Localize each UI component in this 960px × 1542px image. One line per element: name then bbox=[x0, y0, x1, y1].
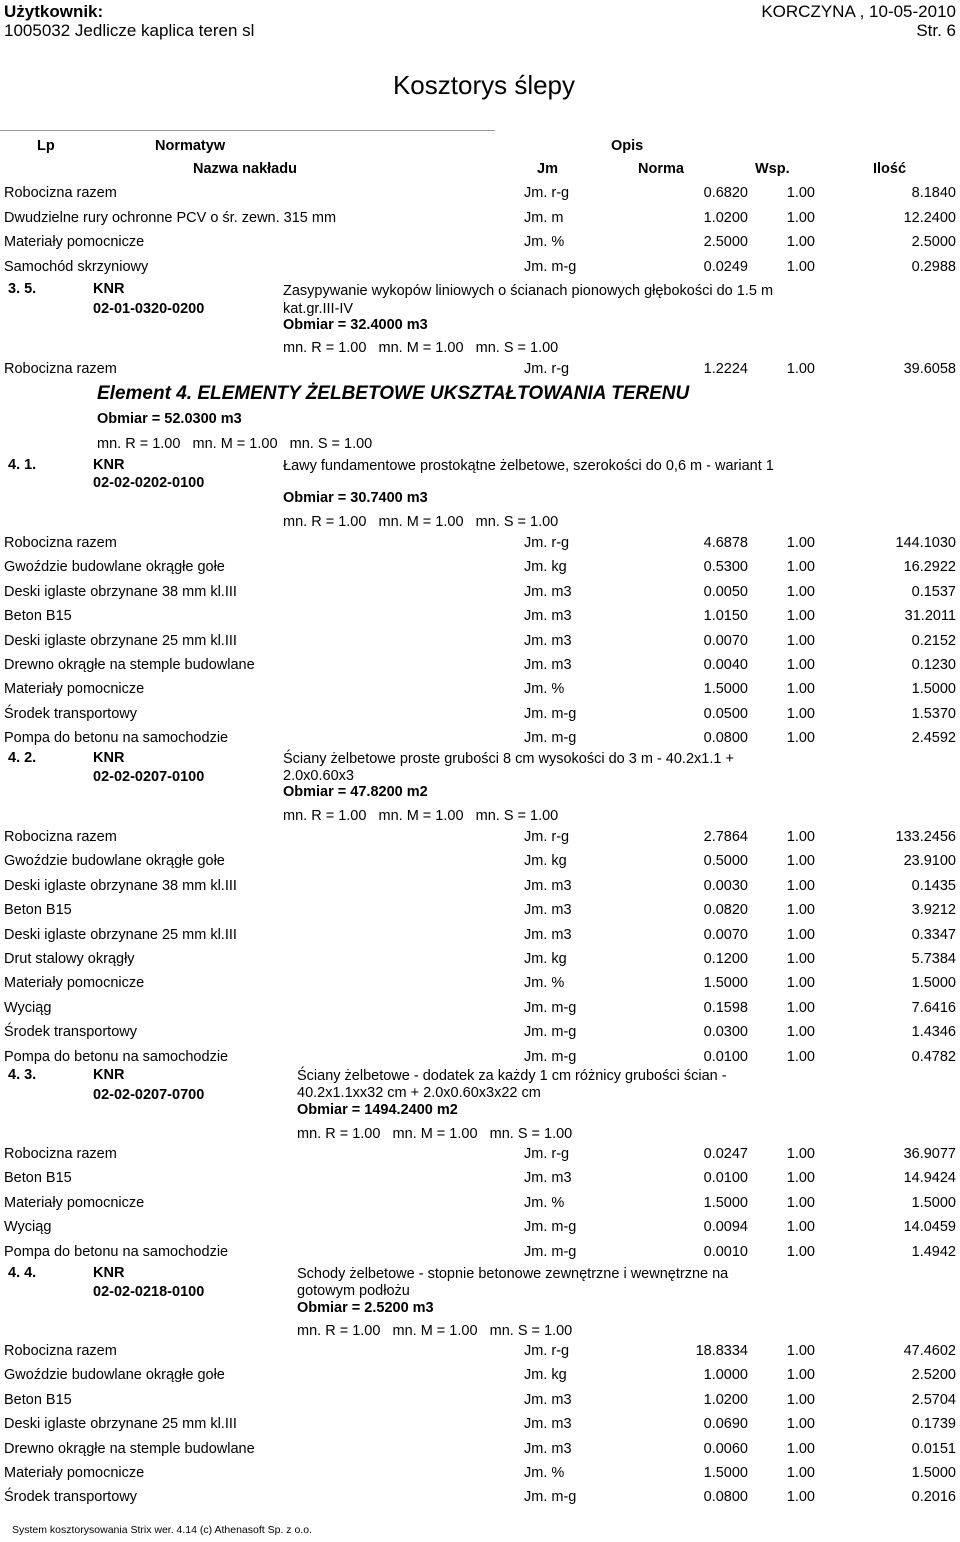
position-description: Zasypywanie wykopów liniowych o ścianach pionowych głębokości do 1.5 m kat.gr.III-IV bbox=[283, 283, 774, 317]
resource-coefficient: 1.00 bbox=[786, 1416, 815, 1432]
resource-name: Robocizna razem bbox=[4, 185, 117, 201]
resource-norm: 0.0800 bbox=[703, 730, 748, 746]
resource-name: Pompa do betonu na samochodzie bbox=[4, 730, 229, 746]
resource-norm: 1.0150 bbox=[703, 608, 748, 624]
resource-quantity: 1.5000 bbox=[911, 975, 956, 991]
resource-coefficient: 1.00 bbox=[786, 853, 815, 869]
col-ilosc: Ilość bbox=[873, 161, 907, 177]
resource-coefficient: 1.00 bbox=[786, 706, 815, 722]
resource-unit: Jm. m-g bbox=[524, 1000, 577, 1016]
resource-name: Materiały pomocnicze bbox=[4, 975, 145, 991]
user-value: 1005032 Jedlicze kaplica teren sl bbox=[4, 21, 255, 40]
resource-quantity: 0.4782 bbox=[911, 1049, 956, 1065]
resource-name: Pompa do betonu na samochodzie bbox=[4, 1244, 229, 1260]
resource-name: Gwoździe budowlane okrągłe gołe bbox=[4, 1367, 225, 1383]
resource-norm: 1.5000 bbox=[703, 681, 748, 697]
resource-unit: Jm. m-g bbox=[524, 1219, 577, 1235]
resource-name: Pompa do betonu na samochodzie bbox=[4, 1049, 229, 1065]
resource-unit: Jm. m3 bbox=[524, 584, 572, 600]
resource-unit: Jm. m-g bbox=[524, 730, 577, 746]
resource-quantity: 3.9212 bbox=[911, 902, 956, 918]
position-code: 02-02-0202-0100 bbox=[93, 475, 205, 491]
resource-name: Materiały pomocnicze bbox=[4, 234, 145, 250]
resource-norm: 0.0040 bbox=[703, 657, 748, 673]
resource-unit: Jm. r-g bbox=[524, 1146, 570, 1162]
col-normatyw: Normatyw bbox=[155, 138, 226, 154]
resource-unit: Jm. % bbox=[524, 1465, 565, 1481]
resource-coefficient: 1.00 bbox=[786, 1000, 815, 1016]
resource-name: Drewno okrągłe na stemple budowlane bbox=[4, 1441, 255, 1457]
resource-name: Beton B15 bbox=[4, 1392, 72, 1408]
resource-name: Wyciąg bbox=[4, 1000, 52, 1016]
resource-norm: 0.0300 bbox=[703, 1024, 748, 1040]
resource-coefficient: 1.00 bbox=[786, 975, 815, 991]
resource-quantity: 23.9100 bbox=[903, 853, 956, 869]
resource-unit: Jm. m-g bbox=[524, 706, 577, 722]
position-lp: 4. 4. bbox=[8, 1265, 37, 1281]
resource-name: Deski iglaste obrzynane 38 mm kl.III bbox=[4, 584, 237, 600]
resource-unit: Jm. m3 bbox=[524, 902, 572, 918]
resource-quantity: 2.5200 bbox=[911, 1367, 956, 1383]
resource-coefficient: 1.00 bbox=[786, 535, 815, 551]
resource-norm: 1.0000 bbox=[703, 1367, 748, 1383]
position-description: Schody żelbetowe - stopnie betonowe zewnętrzne i wewnętrzne na gotowym podłożu bbox=[297, 1266, 729, 1299]
resource-name: Wyciąg bbox=[4, 1219, 52, 1235]
resource-quantity: 0.3347 bbox=[911, 927, 956, 943]
resource-unit: Jm. m3 bbox=[524, 1416, 572, 1432]
page-number: Str. 6 bbox=[916, 21, 956, 40]
resource-unit: Jm. m3 bbox=[524, 1441, 572, 1457]
resource-coefficient: 1.00 bbox=[786, 210, 815, 226]
resource-norm: 2.7864 bbox=[703, 829, 748, 845]
resource-quantity: 0.2988 bbox=[911, 259, 956, 275]
resource-quantity: 39.6058 bbox=[903, 361, 956, 377]
resource-unit: Jm. m3 bbox=[524, 878, 572, 894]
element-multipliers: mn. R = 1.00 mn. M = 1.00 mn. S = 1.00 bbox=[97, 436, 373, 452]
resource-coefficient: 1.00 bbox=[786, 1024, 815, 1040]
position-code: 02-02-0207-0700 bbox=[93, 1087, 205, 1103]
resource-quantity: 1.5000 bbox=[911, 1195, 956, 1211]
resource-name: Gwoździe budowlane okrągłe gołe bbox=[4, 559, 225, 575]
resource-coefficient: 1.00 bbox=[786, 1244, 815, 1260]
resource-coefficient: 1.00 bbox=[786, 878, 815, 894]
element-obmiar: Obmiar = 52.0300 m3 bbox=[97, 411, 242, 427]
element-title: Element 4. ELEMENTY ŻELBETOWE UKSZTAŁTOWANIA TERENU bbox=[97, 383, 690, 404]
position-lp: 4. 1. bbox=[8, 457, 37, 473]
resource-quantity: 47.4602 bbox=[903, 1343, 956, 1359]
resource-name: Materiały pomocnicze bbox=[4, 681, 145, 697]
resource-unit: Jm. kg bbox=[524, 1367, 567, 1383]
position-multipliers: mn. R = 1.00 mn. M = 1.00 mn. S = 1.00 bbox=[283, 340, 559, 356]
resource-norm: 0.1598 bbox=[703, 1000, 748, 1016]
resource-name: Materiały pomocnicze bbox=[4, 1195, 145, 1211]
resource-unit: Jm. r-g bbox=[524, 1343, 570, 1359]
resource-unit: Jm. m-g bbox=[524, 1244, 577, 1260]
resource-unit: Jm. % bbox=[524, 681, 565, 697]
resource-quantity: 0.1537 bbox=[911, 584, 956, 600]
resource-unit: Jm. m bbox=[524, 210, 564, 226]
col-opis: Opis bbox=[611, 138, 644, 154]
resource-quantity: 1.4942 bbox=[911, 1244, 956, 1260]
col-nazwa: Nazwa nakładu bbox=[193, 161, 297, 177]
resource-name: Beton B15 bbox=[4, 1170, 72, 1186]
resource-quantity: 1.4346 bbox=[911, 1024, 956, 1040]
col-lp: Lp bbox=[37, 138, 55, 154]
resource-coefficient: 1.00 bbox=[786, 185, 815, 201]
resource-coefficient: 1.00 bbox=[786, 608, 815, 624]
resource-unit: Jm. r-g bbox=[524, 829, 570, 845]
resource-quantity: 12.2400 bbox=[903, 210, 956, 226]
resource-quantity: 0.1435 bbox=[911, 878, 956, 894]
resource-name: Drut stalowy okrągły bbox=[4, 951, 135, 967]
resource-name: Robocizna razem bbox=[4, 361, 117, 377]
resource-coefficient: 1.00 bbox=[786, 1465, 815, 1481]
resource-name: Beton B15 bbox=[4, 902, 72, 918]
resource-name: Dwudzielne rury ochronne PCV o śr. zewn. 315 mm bbox=[4, 210, 337, 226]
resource-norm: 0.0060 bbox=[703, 1441, 748, 1457]
resource-coefficient: 1.00 bbox=[786, 633, 815, 649]
resource-norm: 18.8334 bbox=[695, 1343, 748, 1359]
resource-name: Deski iglaste obrzynane 25 mm kl.III bbox=[4, 1416, 237, 1432]
resource-name: Deski iglaste obrzynane 38 mm kl.III bbox=[4, 878, 237, 894]
position-knr: KNR bbox=[93, 1067, 125, 1083]
resource-quantity: 2.5704 bbox=[911, 1392, 956, 1408]
resource-coefficient: 1.00 bbox=[786, 559, 815, 575]
resource-coefficient: 1.00 bbox=[786, 1170, 815, 1186]
position-obmiar: Obmiar = 47.8200 m2 bbox=[283, 784, 428, 800]
resource-quantity: 36.9077 bbox=[903, 1146, 956, 1162]
resource-unit: Jm. m3 bbox=[524, 1392, 572, 1408]
position-knr: KNR bbox=[93, 457, 125, 473]
resource-coefficient: 1.00 bbox=[786, 1195, 815, 1211]
resource-name: Robocizna razem bbox=[4, 1146, 117, 1162]
resource-unit: Jm. kg bbox=[524, 559, 567, 575]
resource-norm: 2.5000 bbox=[703, 234, 748, 250]
resource-norm: 0.0690 bbox=[703, 1416, 748, 1432]
resource-unit: Jm. % bbox=[524, 975, 565, 991]
resource-norm: 0.0050 bbox=[703, 584, 748, 600]
resource-unit: Jm. r-g bbox=[524, 185, 570, 201]
resource-coefficient: 1.00 bbox=[786, 1441, 815, 1457]
resource-quantity: 14.9424 bbox=[903, 1170, 956, 1186]
resource-norm: 0.1200 bbox=[703, 951, 748, 967]
resource-norm: 0.0800 bbox=[703, 1489, 748, 1505]
resource-name: Gwoździe budowlane okrągłe gołe bbox=[4, 853, 225, 869]
resource-quantity: 7.6416 bbox=[911, 1000, 956, 1016]
col-norma: Norma bbox=[638, 161, 684, 177]
position-lp: 3. 5. bbox=[8, 281, 37, 297]
resource-norm: 0.5300 bbox=[703, 559, 748, 575]
resource-norm: 1.0200 bbox=[703, 1392, 748, 1408]
resource-name: Deski iglaste obrzynane 25 mm kl.III bbox=[4, 927, 237, 943]
resource-coefficient: 1.00 bbox=[786, 1049, 815, 1065]
position-multipliers: mn. R = 1.00 mn. M = 1.00 mn. S = 1.00 bbox=[297, 1323, 573, 1339]
resource-coefficient: 1.00 bbox=[786, 927, 815, 943]
resource-norm: 1.5000 bbox=[703, 1465, 748, 1481]
resource-coefficient: 1.00 bbox=[786, 1343, 815, 1359]
resource-quantity: 0.1739 bbox=[911, 1416, 956, 1432]
resource-norm: 1.0200 bbox=[703, 210, 748, 226]
position-knr: KNR bbox=[93, 1265, 125, 1281]
resource-unit: Jm. r-g bbox=[524, 535, 570, 551]
resource-norm: 0.0500 bbox=[703, 706, 748, 722]
resource-unit: Jm. m3 bbox=[524, 633, 572, 649]
col-wsp: Wsp. bbox=[755, 161, 790, 177]
resource-unit: Jm. m3 bbox=[524, 657, 572, 673]
resource-coefficient: 1.00 bbox=[786, 951, 815, 967]
resource-coefficient: 1.00 bbox=[786, 829, 815, 845]
resource-norm: 0.0070 bbox=[703, 633, 748, 649]
user-label: Użytkownik: bbox=[4, 2, 104, 21]
resource-quantity: 0.1230 bbox=[911, 657, 956, 673]
resource-norm: 1.5000 bbox=[703, 975, 748, 991]
resource-norm: 0.0249 bbox=[703, 259, 748, 275]
resource-quantity: 0.2152 bbox=[911, 633, 956, 649]
position-multipliers: mn. R = 1.00 mn. M = 1.00 mn. S = 1.00 bbox=[283, 514, 559, 530]
footer-note: System kosztorysowania Strix wer. 4.14 (c) Athenasoft Sp. z o.o. bbox=[12, 1524, 312, 1536]
position-obmiar: Obmiar = 2.5200 m3 bbox=[297, 1300, 434, 1316]
resource-quantity: 1.5000 bbox=[911, 681, 956, 697]
resource-norm: 0.0030 bbox=[703, 878, 748, 894]
resource-norm: 0.0100 bbox=[703, 1049, 748, 1065]
position-lp: 4. 3. bbox=[8, 1067, 37, 1083]
resource-quantity: 16.2922 bbox=[903, 559, 956, 575]
resource-norm: 0.5000 bbox=[703, 853, 748, 869]
position-obmiar: Obmiar = 1494.2400 m2 bbox=[297, 1102, 458, 1118]
position-code: 02-02-0207-0100 bbox=[93, 769, 205, 785]
resource-quantity: 5.7384 bbox=[911, 951, 956, 967]
position-lp: 4. 2. bbox=[8, 750, 37, 766]
position-obmiar: Obmiar = 32.4000 m3 bbox=[283, 317, 428, 333]
resource-coefficient: 1.00 bbox=[786, 259, 815, 275]
position-knr: KNR bbox=[93, 281, 125, 297]
resource-coefficient: 1.00 bbox=[786, 1392, 815, 1408]
resource-quantity: 1.5000 bbox=[911, 1465, 956, 1481]
resource-unit: Jm. m3 bbox=[524, 608, 572, 624]
resource-coefficient: 1.00 bbox=[786, 234, 815, 250]
resource-name: Robocizna razem bbox=[4, 829, 117, 845]
position-obmiar: Obmiar = 30.7400 m3 bbox=[283, 490, 428, 506]
resource-quantity: 31.2011 bbox=[904, 608, 956, 624]
resource-name: Deski iglaste obrzynane 25 mm kl.III bbox=[4, 633, 237, 649]
position-description: Ściany żelbetowe - dodatek za każdy 1 cm różnicy grubości ścian - 40.2x1.1xx32 cm + 2.0x0.60x3x22 cm bbox=[297, 1068, 727, 1101]
resource-name: Materiały pomocnicze bbox=[4, 1465, 145, 1481]
position-multipliers: mn. R = 1.00 mn. M = 1.00 mn. S = 1.00 bbox=[297, 1126, 573, 1142]
header-divider bbox=[0, 130, 495, 131]
col-jm: Jm bbox=[537, 161, 558, 177]
resource-quantity: 133.2456 bbox=[895, 829, 956, 845]
resource-quantity: 1.5370 bbox=[911, 706, 956, 722]
resource-quantity: 144.1030 bbox=[895, 535, 956, 551]
resource-name: Samochód skrzyniowy bbox=[4, 259, 149, 275]
resource-norm: 4.6878 bbox=[703, 535, 748, 551]
resource-name: Robocizna razem bbox=[4, 1343, 117, 1359]
resource-norm: 0.0094 bbox=[703, 1219, 748, 1235]
resource-name: Robocizna razem bbox=[4, 535, 117, 551]
resource-coefficient: 1.00 bbox=[786, 361, 815, 377]
resource-norm: 0.0010 bbox=[703, 1244, 748, 1260]
resource-unit: Jm. m-g bbox=[524, 1489, 577, 1505]
page-title: Kosztorys ślepy bbox=[392, 70, 576, 100]
resource-coefficient: 1.00 bbox=[786, 1219, 815, 1235]
resource-unit: Jm. m-g bbox=[524, 1049, 577, 1065]
resource-unit: Jm. m3 bbox=[524, 1170, 572, 1186]
resource-unit: Jm. kg bbox=[524, 853, 567, 869]
resource-name: Drewno okrągłe na stemple budowlane bbox=[4, 657, 255, 673]
position-code: 02-02-0218-0100 bbox=[93, 1284, 205, 1300]
resource-coefficient: 1.00 bbox=[786, 1489, 815, 1505]
resource-unit: Jm. m-g bbox=[524, 259, 577, 275]
resource-norm: 0.0070 bbox=[703, 927, 748, 943]
position-code: 02-01-0320-0200 bbox=[93, 301, 205, 317]
resource-quantity: 2.5000 bbox=[911, 234, 956, 250]
resource-norm: 1.2224 bbox=[703, 361, 748, 377]
resource-name: Środek transportowy bbox=[4, 1489, 137, 1505]
resource-quantity: 2.4592 bbox=[911, 730, 956, 746]
resource-name: Beton B15 bbox=[4, 608, 72, 624]
resource-norm: 0.0100 bbox=[703, 1170, 748, 1186]
resource-unit: Jm. r-g bbox=[524, 361, 570, 377]
position-knr: KNR bbox=[93, 750, 125, 766]
resource-coefficient: 1.00 bbox=[786, 1146, 815, 1162]
resource-norm: 0.0247 bbox=[703, 1146, 748, 1162]
resource-quantity: 8.1840 bbox=[911, 185, 956, 201]
resource-coefficient: 1.00 bbox=[786, 902, 815, 918]
position-description: Ściany żelbetowe proste grubości 8 cm wysokości do 3 m - 40.2x1.1 + 2.0x0.60x3 bbox=[283, 751, 734, 784]
resource-norm: 0.0820 bbox=[703, 902, 748, 918]
resource-unit: Jm. % bbox=[524, 1195, 565, 1211]
resource-quantity: 14.0459 bbox=[903, 1219, 956, 1235]
resource-coefficient: 1.00 bbox=[786, 1367, 815, 1383]
resource-norm: 1.5000 bbox=[703, 1195, 748, 1211]
resource-unit: Jm. m-g bbox=[524, 1024, 577, 1040]
resource-unit: Jm. kg bbox=[524, 951, 567, 967]
resource-coefficient: 1.00 bbox=[786, 657, 815, 673]
resource-coefficient: 1.00 bbox=[786, 681, 815, 697]
resource-name: Środek transportowy bbox=[4, 1024, 137, 1040]
position-multipliers: mn. R = 1.00 mn. M = 1.00 mn. S = 1.00 bbox=[283, 808, 559, 824]
resource-quantity: 0.2016 bbox=[911, 1489, 956, 1505]
resource-coefficient: 1.00 bbox=[786, 584, 815, 600]
resource-unit: Jm. m3 bbox=[524, 927, 572, 943]
resource-name: Środek transportowy bbox=[4, 706, 137, 722]
resource-coefficient: 1.00 bbox=[786, 730, 815, 746]
position-description: Ławy fundamentowe prostokątne żelbetowe, szerokości do 0,6 m - wariant 1 bbox=[283, 458, 774, 474]
resource-quantity: 0.0151 bbox=[911, 1441, 956, 1457]
resource-unit: Jm. % bbox=[524, 234, 565, 250]
resource-norm: 0.6820 bbox=[703, 185, 748, 201]
place-date: KORCZYNA , 10-05-2010 bbox=[761, 2, 956, 21]
